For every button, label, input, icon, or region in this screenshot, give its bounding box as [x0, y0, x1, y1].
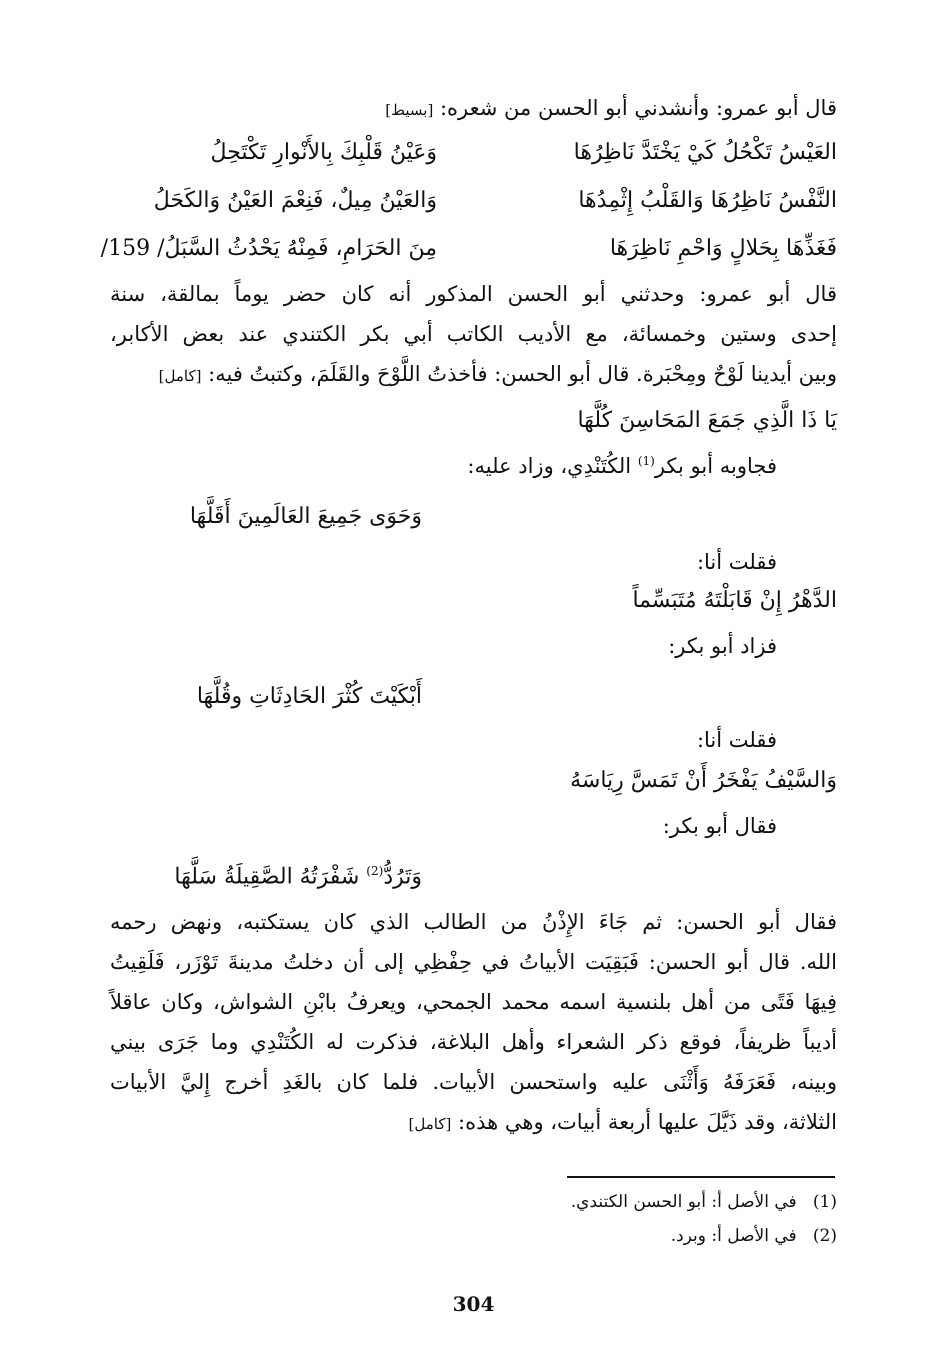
poem1-line1-right: العَيْسُ تَكْحُلُ كَيْ يَخْتَدَّ نَاظِرُهَا: [573, 140, 837, 165]
para1-line2: إحدى وستين وخمسائة، مع الأديب الكاتب أبي بكر الكتندي عند بعض الأكابر،: [110, 322, 837, 346]
poem1-line2-left: وَالعَيْنُ مِيلٌ، فَنِعْمَ العَيْنُ وَالكَحَلُ: [153, 188, 437, 213]
para2-line3: فِيهَا فَتًى من أهل بلنسية اسمه محمد الجمحي، ويعرفُ بابْنِ الشواش، وكان عاقلاً: [110, 990, 837, 1014]
para2-line4: أديباً ظريفاً، فوقع ذكر الشعراء وأهل البلاغة، فذكرت له الكُتَنْدِي وما جَرَى بيني: [110, 1030, 837, 1054]
page-number: 304: [452, 1292, 495, 1316]
dialogue-attribution-4: فقلت أنا:: [696, 728, 777, 752]
intro-text: قال أبو عمرو: وأنشدني أبو الحسن من شعره:: [439, 96, 837, 120]
para2-line6-text: الثلاثة، وقد ذَيَّلَ عليها أربعة أبيات، وهي هذه:: [458, 1110, 837, 1134]
meter-label: [بسيط]: [385, 101, 434, 119]
dialogue-verse-4: أَبْكَيْتَ كُثْرَ الحَادِثَاتِ وقُلَّهَا: [196, 684, 422, 709]
para2-line1: فقال أبو الحسن: ثم جَاءَ الإِذْنُ من الطالب الذي كان يستكتبه، ونهض رحمه: [110, 910, 837, 934]
dialogue-verse-6: [174, 864, 422, 891]
dialogue-attribution-1: [467, 454, 777, 479]
footnote-text: في الأصل أ: وبرد.: [670, 1226, 797, 1246]
poem1-line1-left: وَعَيْنُ قَلْبِكَ بِالأَنْوارِ تَكْتَحِلُ: [210, 140, 437, 165]
dialogue-attribution-3: فزاد أبو بكر:: [668, 634, 777, 658]
para2-line6: [110, 1110, 837, 1135]
para1-line1: قال أبو عمرو: وحدثني أبو الحسن المذكور أنه كان حضر يوماً بمالقة، سنة: [110, 282, 837, 306]
footnote-1: [571, 1192, 837, 1212]
dialogue-attribution-5: فقال أبو بكر:: [662, 814, 777, 838]
footnote-text: في الأصل أ: أبو الحسن الكتندي.: [570, 1192, 797, 1212]
footnote-ref: (2): [366, 864, 384, 878]
attribution-text: الكُتَنْدِي، وزاد عليه:: [467, 454, 632, 478]
dialogue-verse-3: الدَّهْرُ إِنْ قَابَلْتَهُ مُتَبَسِّماً: [632, 588, 837, 613]
para1-line3: [110, 362, 837, 387]
verse-text: وَتَرُدُّ: [383, 864, 422, 890]
attribution-text: فجاوبه أبو بكر: [654, 454, 777, 478]
footnote-number: (1): [812, 1192, 837, 1212]
poem1-line3-left: مِنَ الحَرَامِ، فَمِنْهُ يَحْدُثُ السَّبَلُ/ 159/: [100, 236, 437, 261]
dialogue-verse-2: وَحَوَى جَمِيعَ العَالَمِينَ أَقَلَّهَا: [189, 504, 422, 529]
dialogue-verse-5: وَالسَّيْفُ يَفْخَرُ أَنْ تَمَسَّ رِيَاسَهُ: [570, 768, 837, 793]
footnote-divider: [567, 1176, 835, 1178]
dialogue-verse-1: يَا ذَا الَّذِي جَمَعَ المَحَاسِنَ كُلَّهَا: [577, 408, 837, 433]
para2-line2: الله. قال أبو الحسن: فَبَقِيَت الأبياتُ في حِفْظِي إلى أن دخلتُ مدينةَ تَوْزَر، فَلَقِيتُ: [110, 950, 837, 974]
verse-text: شَفْرَتُهُ الصَّقِيلَةُ سَلَّهَا: [174, 864, 360, 890]
meter-label: [كامل]: [158, 367, 202, 385]
meter-label: [كامل]: [408, 1115, 452, 1133]
footnote-2: [671, 1226, 837, 1246]
para1-line3-text: وبين أيدينا لَوْحٌ ومِحْبَرة. قال أبو الحسن: فأخذتُ اللَّوْحَ والقَلَمَ، وكتبتُ فيه:: [208, 362, 837, 386]
intro-line: [290, 96, 837, 121]
footnote-number: (2): [812, 1226, 837, 1246]
poem1-line3-right: فَغَذِّهَا بِحَلالٍ وَاحْمِ نَاظِرَهَا: [609, 236, 837, 261]
footnote-ref: (1): [637, 454, 655, 468]
poem1-line2-right: النَّفْسُ نَاظِرُهَا وَالقَلْبُ إِثْمِدُهَا: [578, 188, 837, 213]
dialogue-attribution-2: فقلت أنا:: [696, 550, 777, 574]
para2-line5: وبينه، فَعَرَفَهُ وَأَثْنَى عليه واستحسن الأبيات. فلما كان بالغَدِ أخرج إِليَّ الأبيات: [110, 1070, 837, 1094]
